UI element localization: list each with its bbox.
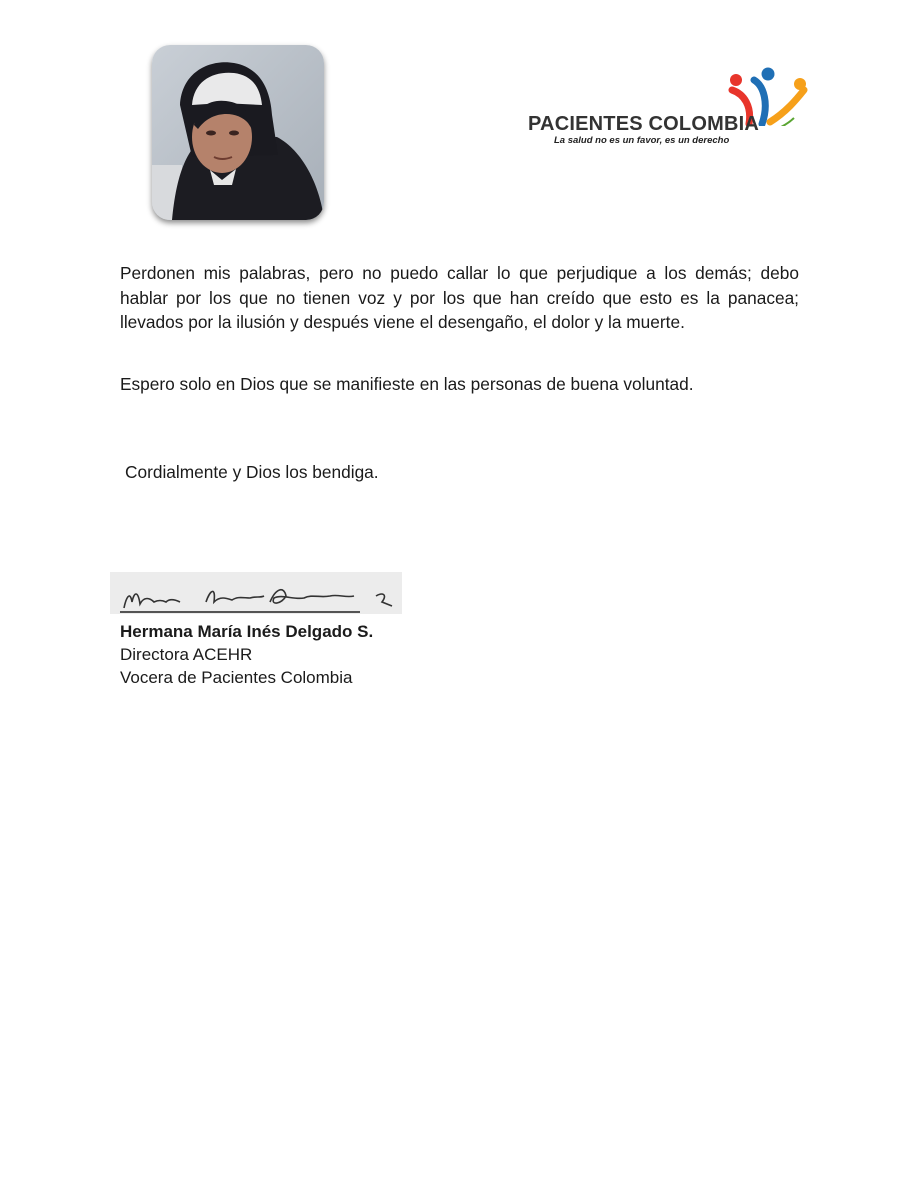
- signer-role: Vocera de Pacientes Colombia: [120, 668, 353, 687]
- signer-name: Hermana María Inés Delgado S.: [120, 622, 374, 641]
- logo-name: PACIENTES COLOMBIA: [528, 113, 760, 135]
- author-photo: [152, 45, 324, 220]
- closing-line: Cordialmente y Dios los bendiga.: [125, 462, 379, 482]
- pacientes-colombia-logo: [524, 66, 814, 156]
- signer-block: [120, 620, 373, 689]
- body-paragraph-1: Perdonen mis palabras, pero no puedo callar lo que perjudique a los demás; debo hablar por los que no tienen voz y por los que han creído que esto es la panacea; llevados por la ilusión y después viene el desengaño, el dolor y la muerte.: [120, 263, 799, 332]
- logo-tagline: La salud no es un favor, es un derecho: [554, 135, 730, 146]
- body-paragraph-2: Espero solo en Dios que se manifieste en las personas de buena voluntad.: [120, 374, 694, 394]
- signer-title: Directora ACEHR: [120, 645, 253, 664]
- handwritten-signature: [110, 572, 402, 614]
